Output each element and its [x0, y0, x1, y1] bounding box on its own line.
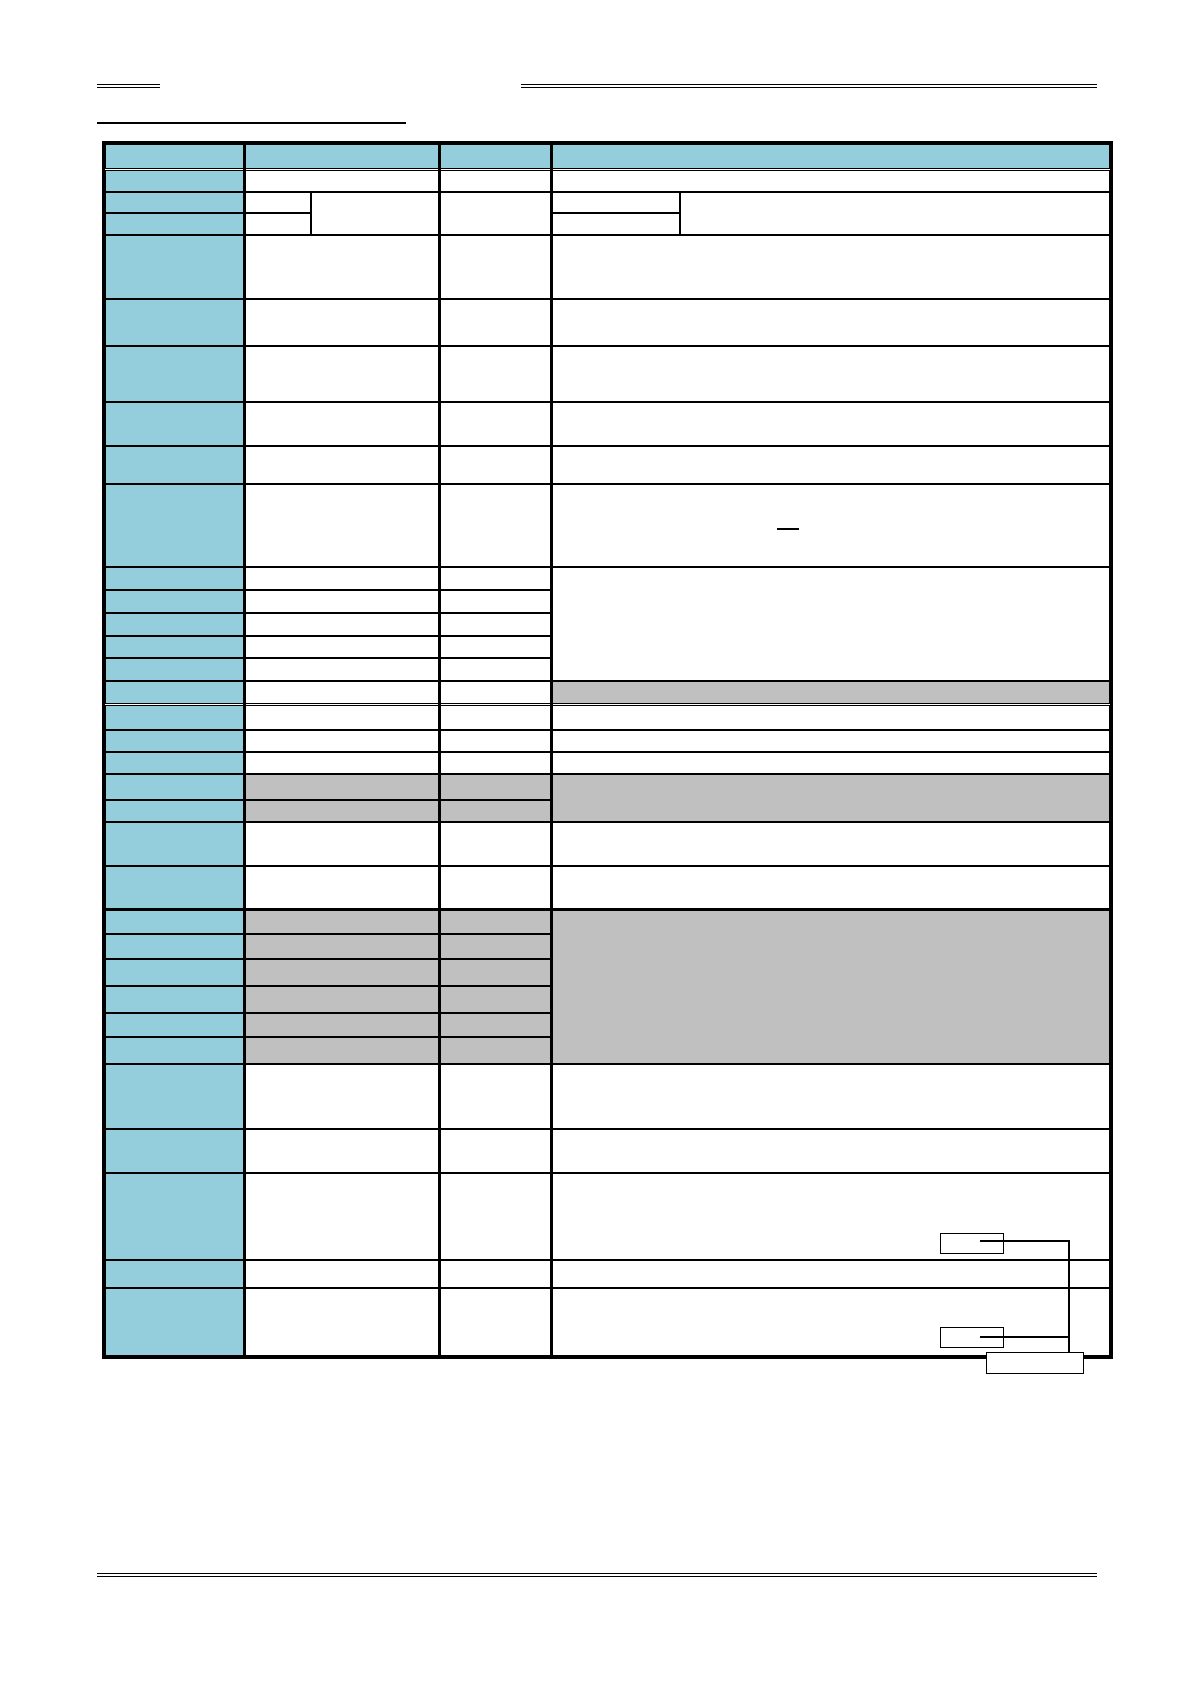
row-cell: [440, 613, 552, 636]
row-cell-shaded: [440, 1037, 552, 1064]
row-cell-shaded: [245, 986, 440, 1013]
row-cell: [552, 446, 1110, 484]
row-cell: [245, 1064, 440, 1129]
row-cell: [440, 1173, 552, 1260]
row-cell: [440, 1129, 552, 1173]
row-cell: [245, 705, 440, 730]
subtitle-rule: [97, 122, 406, 124]
row-cell: [440, 1260, 552, 1288]
row-cell: [552, 192, 680, 213]
row-cell: [440, 705, 552, 730]
row-label: [105, 590, 245, 613]
row-cell: [245, 567, 440, 590]
row-label: [105, 636, 245, 658]
row-cell: [245, 866, 440, 909]
row-label: [105, 934, 245, 959]
row-cell: [245, 681, 440, 704]
row-cell: [552, 752, 1110, 774]
row-cell: [440, 1064, 552, 1129]
row-cell: [552, 346, 1110, 402]
table-header-cell-4: [552, 144, 1110, 169]
row-cell: [245, 170, 440, 192]
row-cell: [440, 235, 552, 299]
row-cell: [552, 822, 1110, 866]
row-label: [105, 346, 245, 402]
row-label: [105, 705, 245, 730]
row-cell: [245, 346, 440, 402]
connector-line: [980, 1336, 1070, 1338]
row-cell: [552, 730, 1110, 752]
row-cell: [245, 636, 440, 658]
row-label: [105, 484, 245, 567]
row-label: [105, 299, 245, 346]
row-label: [105, 1173, 245, 1260]
row-cell: [440, 866, 552, 909]
header-rule-right: [521, 84, 1097, 88]
row-label: [105, 170, 245, 192]
row-cell: [552, 484, 1110, 567]
row-cell: [440, 170, 552, 192]
annotation-box-upper: [940, 1233, 1004, 1254]
row-label: [105, 800, 245, 822]
row-label: [105, 866, 245, 909]
row-cell-shaded: [552, 910, 1110, 1064]
spec-table: [102, 141, 1113, 1359]
row-cell: [552, 402, 1110, 446]
row-cell: [245, 484, 440, 567]
row-cell: [552, 170, 1110, 192]
row-label: [105, 1260, 245, 1288]
row-cell-shaded: [440, 800, 552, 822]
row-cell: [245, 299, 440, 346]
row-label: [105, 681, 245, 704]
row-label: [105, 613, 245, 636]
row-cell: [440, 752, 552, 774]
row-cell: [440, 346, 552, 402]
row-cell: [245, 590, 440, 613]
row-cell: [440, 567, 552, 590]
footer-rule: [97, 1573, 1097, 1577]
overline-mark: [777, 528, 799, 530]
row-cell: [552, 866, 1110, 909]
row-cell-shaded: [440, 959, 552, 986]
row-cell: [245, 822, 440, 866]
table-header-cell-1: [105, 144, 245, 169]
row-cell-shaded: [245, 1037, 440, 1064]
row-cell: [440, 192, 552, 235]
row-cell: [440, 681, 552, 704]
row-cell: [552, 235, 1110, 299]
row-cell-shaded: [245, 910, 440, 934]
row-label: [105, 567, 245, 590]
row-cell: [245, 1173, 440, 1260]
row-cell: [440, 658, 552, 681]
header-rule-left: [97, 84, 160, 88]
row-label: [105, 402, 245, 446]
row-cell: [245, 1129, 440, 1173]
row-cell: [245, 730, 440, 752]
row-cell-shaded: [245, 934, 440, 959]
column-rule: [550, 144, 553, 1356]
row-cell: [552, 299, 1110, 346]
row-cell: [680, 192, 1110, 235]
row-cell: [440, 299, 552, 346]
column-rule: [243, 144, 246, 1356]
row-cell: [440, 730, 552, 752]
row-cell: [552, 567, 1110, 681]
row-cell-shaded: [245, 1013, 440, 1037]
row-cell: [552, 1064, 1110, 1129]
row-label: [105, 213, 245, 235]
row-cell: [552, 1260, 1110, 1288]
row-cell-shaded: [245, 774, 440, 800]
row-cell: [440, 446, 552, 484]
row-cell-shaded: [440, 910, 552, 934]
row-cell-shaded: [440, 1013, 552, 1037]
row-cell: [440, 822, 552, 866]
row-cell: [440, 636, 552, 658]
row-cell: [245, 613, 440, 636]
row-label: [105, 986, 245, 1013]
row-cell: [245, 1288, 440, 1356]
connector-line: [1068, 1240, 1070, 1358]
row-cell: [552, 1173, 1110, 1260]
row-label: [105, 822, 245, 866]
row-cell: [245, 213, 311, 235]
row-cell-shaded: [440, 986, 552, 1013]
row-label: [105, 1037, 245, 1064]
row-label: [105, 1129, 245, 1173]
row-cell: [245, 1260, 440, 1288]
row-cell: [552, 1129, 1110, 1173]
row-cell: [311, 192, 440, 235]
row-cell: [440, 1288, 552, 1356]
row-label: [105, 910, 245, 934]
row-label: [105, 192, 245, 213]
row-cell-shaded: [245, 800, 440, 822]
row-label: [105, 774, 245, 800]
row-label: [105, 446, 245, 484]
row-cell: [245, 752, 440, 774]
row-cell-shaded: [440, 934, 552, 959]
table-header-cell-3: [440, 144, 552, 169]
row-cell: [245, 192, 311, 213]
row-cell: [440, 484, 552, 567]
row-cell-shaded: [552, 774, 1110, 822]
row-cell: [245, 658, 440, 681]
row-label: [105, 959, 245, 986]
row-label: [105, 658, 245, 681]
row-cell: [245, 235, 440, 299]
row-label: [105, 1013, 245, 1037]
row-cell: [245, 402, 440, 446]
row-cell-shaded: [440, 774, 552, 800]
row-cell: [440, 590, 552, 613]
annotation-target-box: [986, 1352, 1084, 1374]
row-label: [105, 235, 245, 299]
row-label: [105, 730, 245, 752]
row-cell-shaded: [245, 959, 440, 986]
row-cell: [552, 705, 1110, 730]
column-rule: [438, 144, 441, 1356]
row-cell-shaded: [552, 681, 1110, 704]
row-label: [105, 752, 245, 774]
connector-line: [980, 1240, 1070, 1242]
row-cell: [245, 446, 440, 484]
row-cell: [552, 1288, 1110, 1356]
row-label: [105, 1064, 245, 1129]
table-header-cell-2: [245, 144, 440, 169]
row-cell: [552, 213, 680, 235]
row-label: [105, 1288, 245, 1356]
row-cell: [440, 402, 552, 446]
